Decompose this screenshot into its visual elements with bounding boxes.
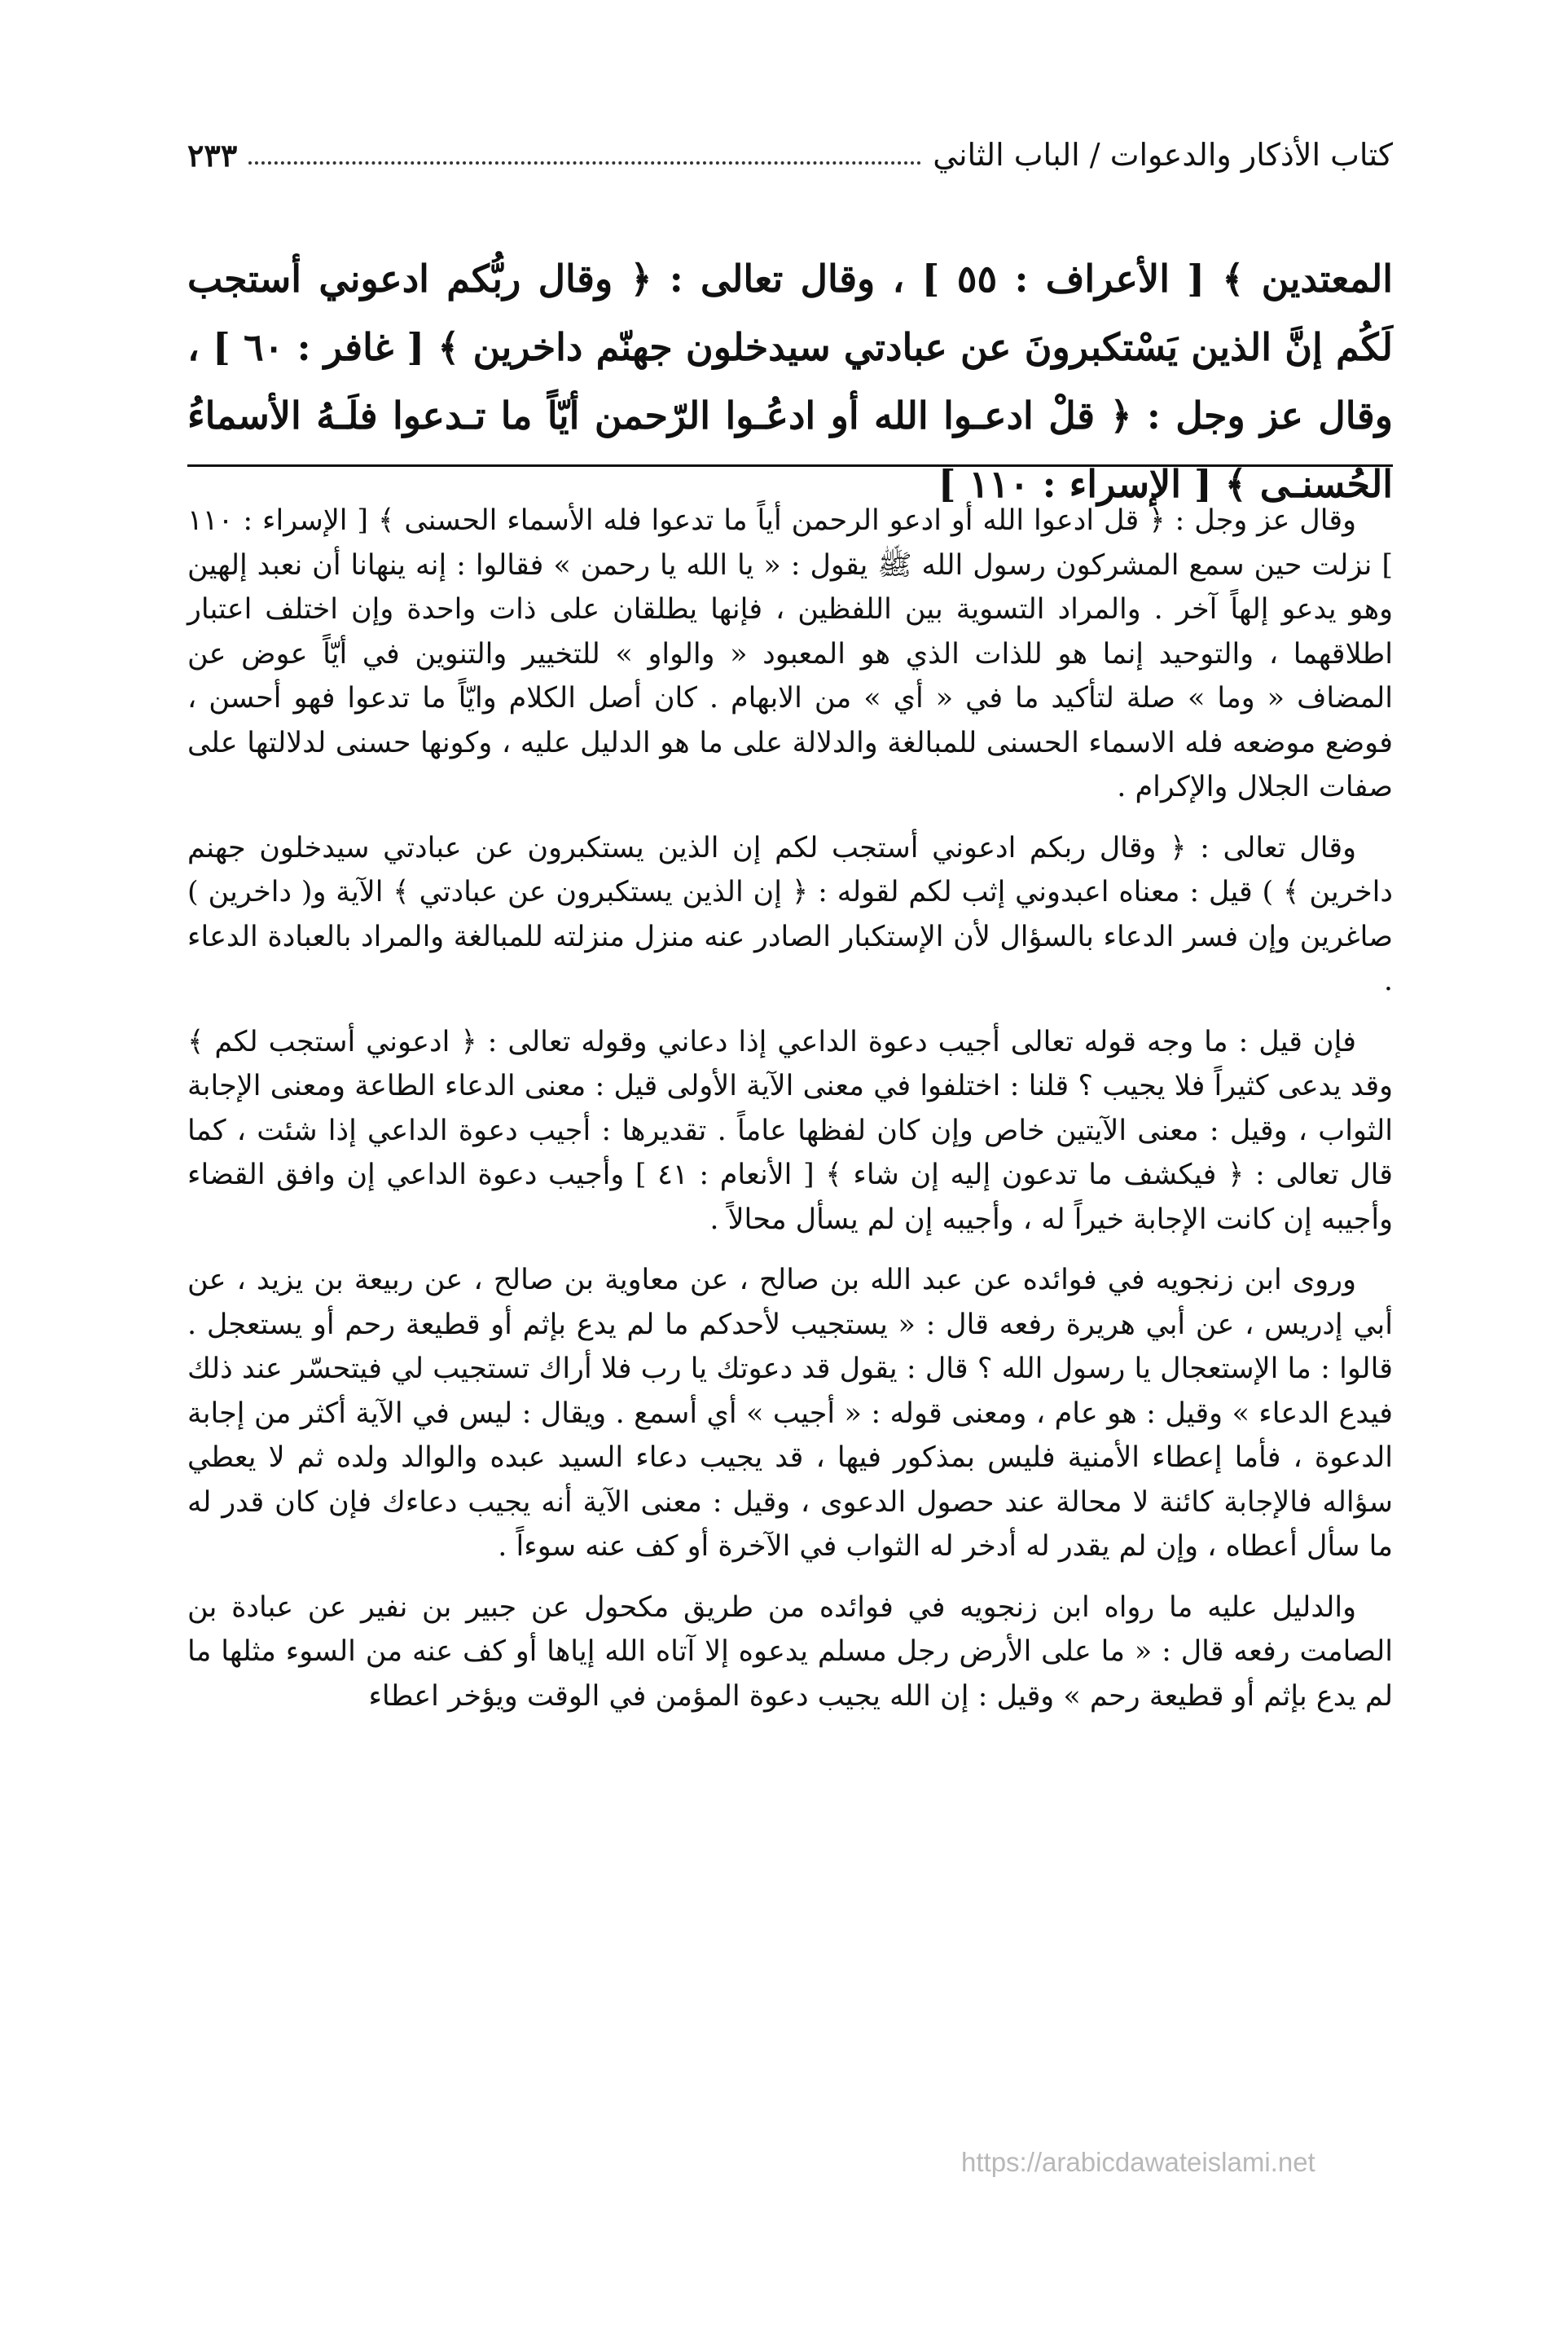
watermark-url: https://arabicdawateislami.net xyxy=(961,2147,1315,2177)
commentary-paragraph: والدليل عليه ما رواه ابن زنجويه في فوائده من طريق مكحول عن جبير بن نفير عن عبادة بن الصامت رفعه قال : « ما على الأرض رجل مسلم يدعوه إلا آتاه الله إياها أو كف عنه من السوء مثلها ما لم يدع بإثم أو قطيعة رحم » وقيل : إن الله يجيب دعوة المؤمن في الوقت ويؤخر اعطاء xyxy=(187,1590,1393,1713)
commentary-paragraph: وقال عز وجل : ﴿ قل ادعوا الله أو ادعو الرحمن أياً ما تدعوا فله الأسماء الحسنى ﴾ [ الإسراء : ١١٠ ] نزلت حين سمع المشركون رسول الله ﷺ يقول : « يا الله يا رحمن » فقالوا : إنه ينهانا أن نعبد إلهين وهو يدعو إلهاً آخر . والمراد التسوية بين اللفظين ، فإنها يطلقان على ذات واحدة وإن اختلف اعتبار اطلاقهما ، والتوحيد إنما هو للذات الذي هو المعبود « والواو » للتخيير والتنوين في أيّاً عوض عن المضاف « وما » صلة لتأكيد ما في « أي » من الابهام . كان أصل الكلام وايّاً ما تدعوا فهو أحسن ، فوضع موضعه فله الاسماء الحسنى للمبالغة والدلالة على ما هو الدليل عليه ، وكونها حسنى لدلالتها على صفات الجلال والإكرام . xyxy=(187,504,1393,803)
commentary-paragraph: وقال تعالى : ﴿ وقال ربكم ادعوني أستجب لكم إن الذين يستكبرون عن عبادتي سيدخلون جهنم داخرين ﴾ ) قيل : معناه اعبدوني إثب لكم لقوله : ﴿ إن الذين يستكبرون عن عبادتي ﴾ الآية و( داخرين ) صاغرين وإن فسر الدعاء بالسؤال لأن الإستكبار الصادر عنه منزل منزلته للمبالغة والمراد بالعبادة الدعاء . xyxy=(187,831,1393,997)
main-text: المعتدين ﴾ [ الأعراف : ٥٥ ] ، وقال تعالى : ﴿ وقال ربُّكم ادعوني أستجب لَكُم إنَّ الذين يَسْتكبرونَ عن عبادتي سيدخلون جهنّم داخرين ﴾ [ غافر : ٦٠ ] ، وقال عز وجل : ﴿ قلْ ادعـوا الله أو ادعُـوا الرّحمن أيّاً ما تـدعوا فلَـهُ الأسماءُ الحُسنـى ﴾ [ الإسراء : ١١٠ ] xyxy=(187,257,1393,506)
section-divider xyxy=(187,464,1393,467)
running-header xyxy=(187,130,1393,179)
dotted-leader xyxy=(248,161,921,165)
commentary-paragraph: وروى ابن زنجويه في فوائده عن عبد الله بن صالح ، عن معاوية بن صالح ، عن ربيعة بن يزيد ، عن أبي إدريس ، عن أبي هريرة رفعه قال : « يستجيب لأحدكم ما لم يدع بإثم أو قطيعة رحم أو يستعجل . قالوا : ما الإستعجال يا رسول الله ؟ قال : يقول قد دعوتك يا رب فلا أراك تستجيب لي فيتحسّر عند ذلك فيدع الدعاء » وقيل : هو عام ، ومعنى قوله : « أجيب » أي أسمع . ويقال : ليس في الآية أكثر من إجابة الدعوة ، فأما إعطاء الأمنية فليس بمذكور فيها ، قد يجيب دعاء السيد عبده والوالد ولده ثم لا يعطي سؤاله فالإجابة كائنة لا محالة عند حصول الدعوى ، وقيل : معنى الآية أنه يجيب دعاءك فإن كان قدر له ما سأل أعطاه ، وإن لم يقدر له أدخر له الثواب في الآخرة أو كف عنه سوءاً . xyxy=(187,1264,1393,1563)
commentary-paragraph: فإن قيل : ما وجه قوله تعالى أجيب دعوة الداعي إذا دعاني وقوله تعالى : ﴿ ادعوني أستجب لكم ﴾ وقد يدعى كثيراً فلا يجيب ؟ قلنا : اختلفوا في معنى الآية الأولى قيل : معنى الدعاء الطاعة ومعنى الإجابة الثواب ، وقيل : معنى الآيتين خاص وإن كان لفظها عاماً . تقديرها : أجيب دعوة الداعي إذا شئت ، كما قال تعالى : ﴿ فيكشف ما تدعون إليه إن شاء ﴾ [ الأنعام : ٤١ ] وأجيب دعوة الداعي إن وافق القضاء وأجيبه إن كانت الإجابة خيراً له ، وأجيبه إن لم يسأل محالاً . xyxy=(187,1025,1393,1236)
header-title: كتاب الأذكار والدعوات / الباب الثاني xyxy=(933,137,1393,173)
main-text-block xyxy=(187,244,1393,518)
page-number: ٢٣٣ xyxy=(187,136,238,174)
commentary-block xyxy=(187,499,1393,1735)
